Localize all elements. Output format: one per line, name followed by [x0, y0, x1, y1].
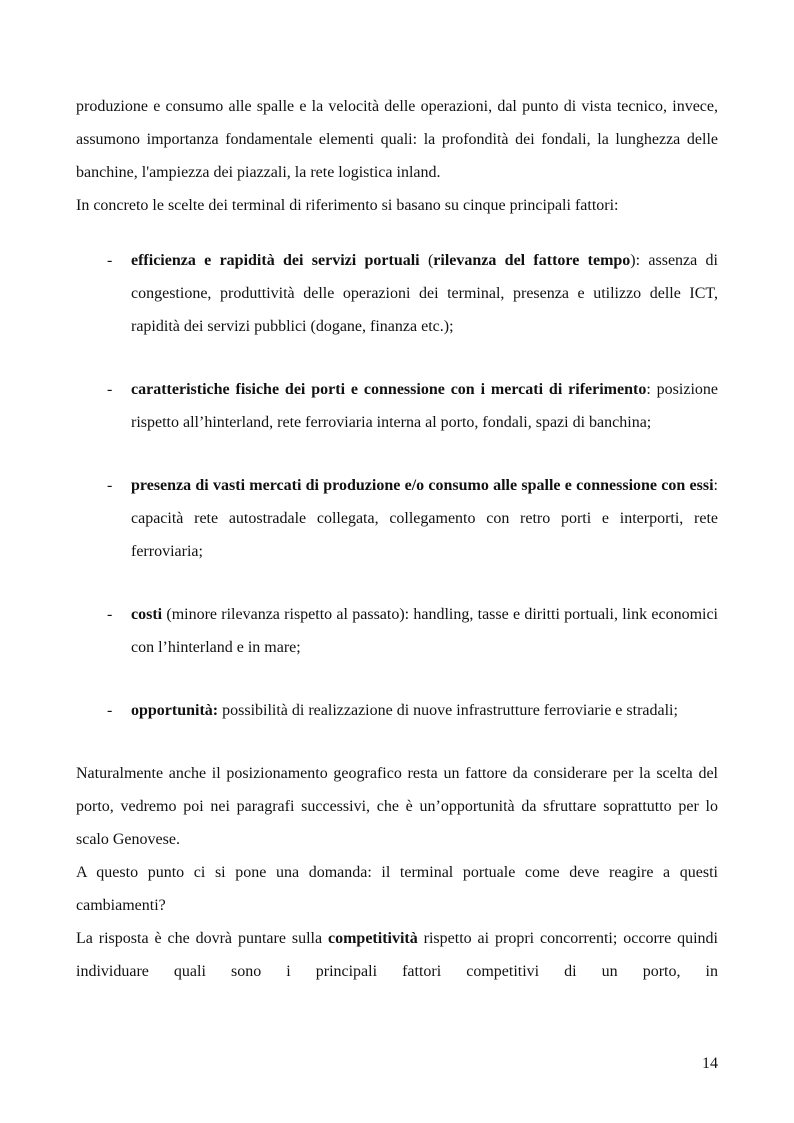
intro-paragraph-2: In concreto le scelte dei terminal di riferimento si basano su cinque principali fattori:: [76, 197, 619, 214]
list-dash: -: [107, 477, 113, 494]
item-description: ): assenza di congestione, produttività delle operazioni dei terminal, presenza e utilizzo delle ICT, rapidità dei servizi pubblici (dogane, finanza etc.);: [131, 252, 718, 335]
item-title: caratteristiche fisiche dei porti e connessione con i mercati di riferimento: [131, 381, 647, 398]
list-dash: -: [107, 702, 113, 719]
item-description: possibilità di realizzazione di nuove infrastrutture ferroviarie e stradali;: [218, 702, 678, 719]
item-title: costi: [131, 606, 163, 623]
list-item: - efficienza e rapidità dei servizi portuali (rilevanza del fattore tempo): assenza di congestione, produttività delle operazioni dei terminal, presenza e utilizzo delle ICT, rapidità dei servizi pubblici (dogane, finanza etc.);: [76, 244, 718, 343]
list-item: [76, 373, 718, 439]
body-paragraph: La risposta è che dovrà puntare sulla competitività rispetto ai propri concorrenti; occorre quindi individuare quali sono i principali fattori competitivi di un porto, in: [76, 930, 719, 980]
factor-list: [76, 244, 718, 727]
intro-paragraph: produzione e consumo alle spalle e la velocità delle operazioni, dal punto di vista tecnico, invece, assumono importanza fondamentale elementi quali: la profondità dei fondali, la lunghezza delle banchine, l'ampiezza dei piazzali, la rete logistica inland.: [76, 98, 718, 181]
list-item: [76, 598, 718, 664]
item-description: : capacità rete autostradale collegata, collegamento con retro porti e interporti, rete ferroviaria;: [131, 477, 718, 560]
body-paragraph: Naturalmente anche il posizionamento geografico resta un fattore da considerare per la scelta del porto, vedremo poi nei paragrafi successivi, che è un’opportunità da sfruttare soprattutto per lo scalo Genovese.: [76, 765, 718, 848]
item-title: presenza di vasti mercati di produzione e/o consumo alle spalle e connessione con essi: [131, 477, 714, 494]
item-title: efficienza e rapidità dei servizi portuali: [131, 252, 420, 269]
item-description: (minore rilevanza rispetto al passato): handling, tasse e diritti portuali, link economici con l’hinterland e in mare;: [131, 606, 718, 656]
list-item: [76, 694, 718, 727]
list-dash: -: [107, 606, 113, 623]
body-paragraph: A questo punto ci si pone una domanda: il terminal portuale come deve reagire a questi cambiamenti?: [76, 864, 718, 914]
item-title: opportunità:: [131, 702, 219, 719]
list-item: [76, 469, 718, 568]
item-subtitle: rilevanza del fattore tempo: [433, 252, 631, 269]
item-description: : posizione rispetto all’hinterland, rete ferroviaria interna al porto, fondali, spazi di banchina;: [131, 381, 718, 431]
list-dash: -: [107, 381, 113, 398]
page-body: [76, 90, 718, 988]
page-number: 14: [702, 1055, 718, 1072]
list-dash: -: [107, 252, 113, 269]
keyword-competitivita: competitività: [327, 930, 418, 947]
